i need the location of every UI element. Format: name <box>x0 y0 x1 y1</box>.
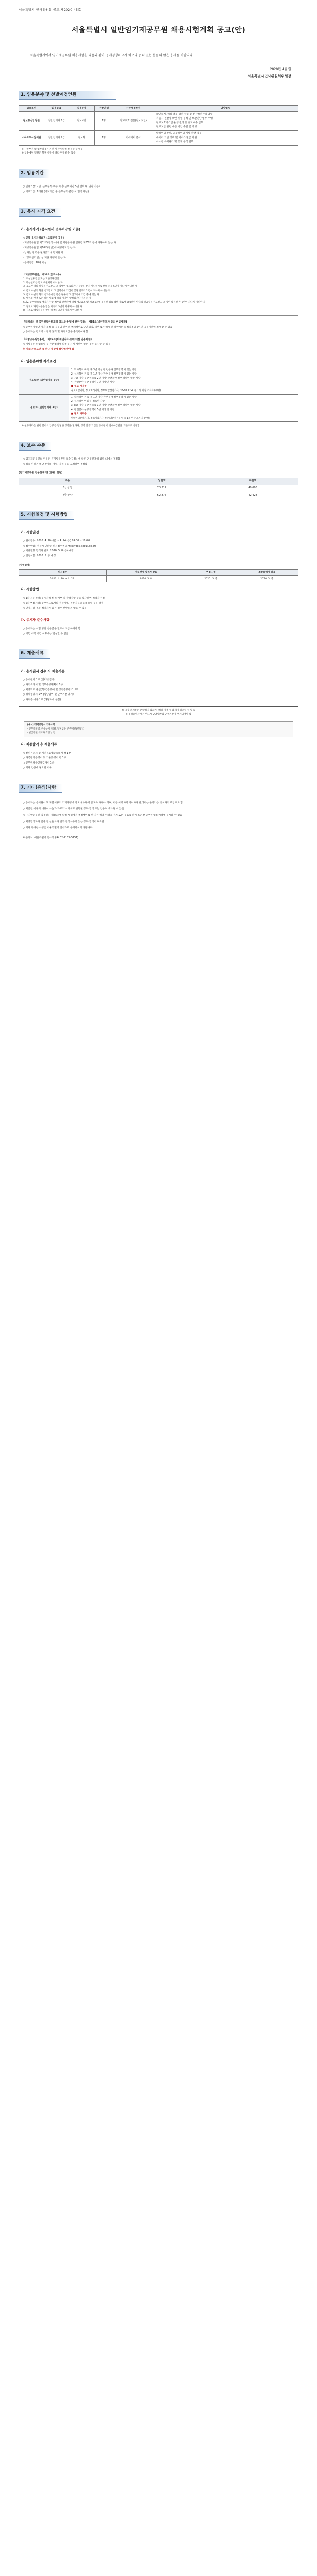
cell: 2020. 5. 중 <box>186 576 236 582</box>
note-line: ○ 공무원이었던 자가 재직 중 직무와 관련된 부패행위로 당연퇴직, 파면 또는 해임된 경우에는 퇴직일부터 5년간 공공기관에 취업할 수 없음 <box>23 326 173 329</box>
col-final: 최종합격자 발표 <box>236 570 298 576</box>
list-item: ○ 공무원채용신체검사서 1부 <box>23 761 55 765</box>
cell: 6급 상당 <box>19 485 116 492</box>
issuing-agency: 서울특별시인사위원회위원장 <box>247 74 291 79</box>
list-item: ○ 기타 자세한 사항은 서울특별시 인사과로 문의하시기 바랍니다. <box>23 826 93 829</box>
term-list <box>19 183 298 196</box>
note-line: 6. 법원의 판결 또는 다른 법률에 따라 자격이 상실되거나 정지된 자 <box>23 297 91 300</box>
col-grade: 임용등급 <box>44 105 69 111</box>
list-item: ○ 자격증 사본 1부 (해당자에 한함) <box>23 698 61 701</box>
list-item: - 응시연령: 18세 이상 <box>23 261 47 264</box>
section-heading-notes: 7. 기타(유의)사항 <box>19 784 62 793</box>
exam-method-subheading: 나. 시험방법 <box>21 587 39 592</box>
appointment-restriction-note <box>19 336 298 354</box>
col-count: 선발인원 <box>94 105 114 111</box>
note-title: 「지방공무원법」 제31조(결격사유) <box>23 274 61 277</box>
announcement-page <box>0 0 317 850</box>
list-item: ○ 자기소개서 및 직무수행계획서 1부 <box>23 684 63 687</box>
note-line: ○ 응시자는 반드시 소정의 경력 및 자격요건을 충족하여야 함 <box>23 331 89 334</box>
list-item: ○ 최종 연봉은 해당 분야의 경력, 자격 등을 고려하여 결정함 <box>23 463 88 466</box>
applicant-rules-list <box>19 625 298 638</box>
documents-warning-box <box>19 706 298 720</box>
table-row <box>19 367 298 394</box>
note-line: 8. 징계로 해임처분을 받은 때부터 3년이 지나지 아니한 자 <box>23 309 82 312</box>
row-duties <box>153 112 298 131</box>
document-number: 서울특별시 인사위원회 공고 제2020-45호 <box>19 8 81 12</box>
cond-body <box>69 367 298 394</box>
exam-method-list <box>19 595 298 613</box>
list-item: ○ 응시자는 응시원서 및 제출서류의 기재사항에 착오나 누락이 없도록 하여야 하며, 이를 이행하지 아니하여 발생하는 불이익은 응시자의 책임으로 함 <box>23 802 183 805</box>
note-line: 5. 금고 이상의 형의 선고유예를 받은 경우에 그 선고유예 기간 중에 있는 자 <box>23 293 99 296</box>
duty-line: · 보안체계, 해킹 대응 방안 수립 및 전산보안관리 업무 <box>154 113 213 116</box>
note-title: 「부패방지 및 국민권익위원회의 설치와 운영에 관한 법률」 제82조(비위면직자 등의 취업제한) <box>23 320 127 324</box>
list-item: ○ 임용기간: 2년 (근무실적 우수 시 총 근무기간 5년 범위 내 연장 가능) <box>23 185 100 189</box>
col-doc-result: 서류전형 합격자 발표 <box>106 570 186 576</box>
note-line: 1. 피성년후견인 또는 피한정후견인 <box>23 278 59 281</box>
cell: 7급 상당 <box>19 492 116 499</box>
note-title: 「지방공무원임용령」 제65조(비위면직자 등에 대한 임용제한) <box>23 338 92 341</box>
footnote-line: ※ 근무부서 및 업무내용은 기관 사정에 따라 변경될 수 있음 <box>22 148 83 151</box>
col-place: 근무예정부서 <box>114 105 153 111</box>
announcement-date: 2020년 4월 일 <box>270 67 291 71</box>
row-dept: 정보통신담당관 <box>19 112 44 131</box>
note-line: 4. 금고 이상의 형을 선고받고 그 집행유예 기간이 끝난 날부터 2년이 지나지 아니한 자 <box>23 290 111 293</box>
row-field: 정보화 <box>69 130 94 145</box>
note-line: 2. 파산선고를 받고 복권되지 아니한 자 <box>23 281 63 284</box>
list-item: ○ 원서접수: 2020. 4. 20.(월) ~ 4. 24.(금) 09:00 ~ 18:00 <box>23 540 90 543</box>
list-item: ○ 시험 시작 시간 이후에는 입실할 수 없음 <box>23 632 69 635</box>
final-documents-subheading: 나. 최종합격 후 제출서류 <box>21 742 57 747</box>
list-item: ○ 가족관계증명서 및 기본증명서 각 1부 <box>23 757 66 760</box>
cond-line: 1. 학사학위 취득 후 1년 이상 관련분야 실무경력이 있는 사람 <box>71 396 137 399</box>
list-item: ○ 「지방공무원 임용령」 제65조에 따라 시험에서 부정행위를 한 자는 해당 시험을 정지 또는 무효로 하며, 5년간 공무원 임용시험에 응시할 수 없음 <box>23 814 182 817</box>
duty-line: · 데이터 기반 정책 및 서비스 발굴 지원 <box>154 136 197 139</box>
salary-table-caption: [임기제공무원 연봉한계액] (단위: 천원) <box>19 472 63 475</box>
qual-heading: ■ 필요 자격증 <box>71 413 87 416</box>
cond-line: 4. 관련분야 실무경력이 5년 이상인 사람 <box>71 409 115 412</box>
section-heading-term: 2. 임용기간 <box>19 169 50 178</box>
cell: 62,876 <box>116 492 207 499</box>
documents-example-box <box>24 721 293 737</box>
schedule-header-row <box>19 570 298 576</box>
row-place: 정보보호 전문(정보보안) <box>114 112 153 131</box>
page-title: 서울특별시 일반임기제공무원 채용시험계획 공고(안) <box>28 20 289 42</box>
warning-line: ※ 제출된 서류는 반환하지 않으며, 허위 기재 시 합격이 취소될 수 있음 <box>122 709 195 712</box>
list-item: - 「공직선거법」상 제한 사항이 없는 자 <box>23 257 66 260</box>
list-item: ○ 응시자는 시험 당일 신분증을 반드시 지참하여야 함 <box>23 628 81 631</box>
duty-line: · 빅데이터 분석, 공공데이터 개방 관련 업무 <box>154 132 202 135</box>
field-qualifications-table <box>19 367 298 422</box>
positions-table <box>19 105 298 146</box>
applicant-rules-subheading: 다. 응시자 준수사항 <box>21 618 50 622</box>
salary-table <box>19 478 298 499</box>
positions-footnote <box>22 148 295 156</box>
warning-line: ※ 경력증명서에는 반드시 담당업무와 근무기간이 명시되어야 함 <box>126 713 191 716</box>
table-row <box>19 394 298 421</box>
list-item: ○ 공통 응시자격요건 (모집분야 공통) <box>23 236 64 240</box>
list-item: ○ 면접시험 결과 적격자가 없는 경우 선발하지 않을 수 있음 <box>23 607 87 610</box>
list-item: ○ 시보기간: 6개월 (시보기간 중 근무성적 불량 시 면직 가능) <box>23 191 89 193</box>
table-row <box>19 492 298 499</box>
list-item: ○ 제출된 서류의 내용이 사실과 다르거나 허위로 판명될 경우 합격 또는 임용이 취소될 수 있음 <box>23 808 124 811</box>
schedule-table-caption: [시험일정] <box>19 564 30 567</box>
list-item: ○ 기타 임용에 필요한 서류 <box>23 767 52 770</box>
table-row <box>19 576 298 582</box>
qualifications-subheading: 가. 응시자격 (응시원서 접수마감일 기준) <box>21 227 80 231</box>
col-type: 구분 <box>19 478 116 485</box>
documents-list <box>19 676 298 704</box>
section-heading-positions: 1. 임용분야 및 선발예정인원 <box>19 91 116 100</box>
list-item: ○ 2차 면접시험: 공무원으로서의 정신자세, 전문지식과 응용능력 등을 평정 <box>23 602 103 605</box>
col-duties: 담당업무 <box>153 105 298 111</box>
qual-heading: ■ 필요 자격증 <box>71 385 87 388</box>
section-heading-schedule: 5. 시험일정 및 시험방법 <box>19 511 74 520</box>
example-line: - 발급기관 대표자 직인 날인 <box>27 732 55 735</box>
common-qualifications <box>19 235 298 267</box>
final-documents-list <box>19 750 298 773</box>
documents-subheading: 가. 응시원서 접수 시 제출서류 <box>21 669 65 673</box>
list-item: ○ 접수방법: 서울시 인터넷 원서접수센터(http://gosi.seoul.go.kr) <box>23 545 96 548</box>
list-item: ○ 임기제공무원의 연봉은 「지방공무원 보수규정」에 따른 연봉한계액 범위 내에서 결정함 <box>23 458 120 461</box>
qualifications-footnote: ※ 실무경력은 관련 분야의 업무를 담당한 경력을 말하며, 경력 인정 기간은 응시원서 접수마감일을 기준으로 산정함 <box>22 425 140 428</box>
cond-body <box>69 394 298 421</box>
list-item: - 남자는 병역을 필하였거나 면제된 자 <box>23 251 63 255</box>
cond-line: 1. 학사학위 취득 후 3년 이상 관련분야 실무경력이 있는 사람 <box>71 368 137 371</box>
row-field: 정보보안 <box>69 112 94 131</box>
row-grade: 일반임기제 6급 <box>44 112 69 131</box>
schedule-list <box>19 538 298 561</box>
table-row <box>19 130 298 145</box>
example-line: [예시] 경력증명서 기재사항 <box>27 724 55 727</box>
cell: 2020. 4. 20. ~ 4. 24. <box>19 576 107 582</box>
cell: 42,428 <box>207 492 298 499</box>
row-count: 1명 <box>94 112 114 131</box>
note-line: 3. 금고 이상의 실형을 선고받고 그 집행이 종료되거나 집행을 받지 아니하기로 확정된 후 5년이 지나지 아니한 자 <box>23 285 137 289</box>
note-line: 6의2. 공무원으로 재직기간 중 직무와 관련하여 형법 제355조 및 제356조에 규정된 죄를 범한 자로서 300만원 이상의 벌금형을 선고받고 그 형이 확정된 후 2년이 지나지 아니한 자 <box>23 301 206 304</box>
cond-line: 3. 7급 이상 공무원으로 2년 이상 관련분야 실무경력이 있는 사람 <box>71 377 141 380</box>
col-upper: 상한액 <box>116 478 207 485</box>
list-item: ○ 면접시험: 2020. 5. 중 예정 <box>23 555 56 558</box>
anticorruption-note <box>19 319 298 336</box>
list-item: ○ 신원진술서 및 개인정보제공동의서 각 1부 <box>23 752 71 755</box>
duty-line: · 서울시 전산망 보안 위협 분석 및 보안진단 업무 수행 <box>154 117 213 121</box>
note-line: 7. 징계로 파면처분을 받은 때부터 5년이 지나지 아니한 자 <box>23 305 82 308</box>
example-line: - 근무기관명, 근무부서, 직위, 담당업무, 근무기간(년월일) <box>27 727 84 731</box>
section-heading-qualifications: 3. 응시 자격 요건 <box>19 208 61 217</box>
notes-list <box>19 798 298 833</box>
list-item: ○ 최종학교 졸업(학위)증명서 및 성적증명서 각 1부 <box>23 688 79 691</box>
cond-line: 4. 관련분야 실무경력이 7년 이상인 사람 <box>71 381 115 384</box>
row-place: 빅데이터 분석 <box>114 130 153 145</box>
list-item: ○ 경력증명서 1부 (담당업무 및 근무기간 명시) <box>23 693 74 697</box>
table-row <box>19 485 298 492</box>
row-count: 1명 <box>94 130 114 145</box>
disqualification-box <box>19 270 298 315</box>
col-apply: 원서접수 <box>19 570 107 576</box>
cond-line: 3. 8급 이상 공무원으로 1년 이상 관련분야 실무경력이 있는 사람 <box>71 404 141 408</box>
salary-notes <box>19 456 298 468</box>
row-grade: 일반임기제 7급 <box>44 130 69 145</box>
qual-line: 빅데이터분석기사, 정보처리기사, 데이터분석전문가 중 1개 이상 소지자 (우대) <box>71 417 150 420</box>
duty-line: · 정보보호시스템 운영 관리 및 유지보수 업무 <box>154 122 203 125</box>
cond-label: 정보화 (일반임기제 7급) <box>19 394 69 421</box>
footnote-line: ※ 임용예정 인원은 향후 사정에 따라 변경될 수 있음 <box>22 152 76 155</box>
cell: 2020. 5. 8. <box>106 576 186 582</box>
list-item: ○ 1차 서류전형: 응시자격 적격 여부 및 경력사항 등을 심사하여 적격자 선정 <box>23 597 105 600</box>
positions-header-row <box>19 105 298 111</box>
cell: 73,312 <box>116 485 207 492</box>
cond-label: 정보보안 (일반임기제 6급) <box>19 367 69 394</box>
section-heading-salary: 4. 보수 수준 <box>19 442 51 451</box>
list-item: ○ 서류전형 합격자 발표: 2020. 5. 8.(금) 예정 <box>23 550 74 553</box>
col-field: 임용분야 <box>69 105 94 111</box>
duty-line: · 시스템 유지관리 및 통계 분석 업무 <box>154 140 194 143</box>
qual-line: 정보보안기사, 정보처리기사, 정보보안산업기사, CISSP, CISA 중 1개 이상 소지자 (우대) <box>71 389 161 393</box>
intro-text: 서울특별시에서 임기제공무원 채용시험을 다음과 같이 공개경쟁하고자 하오니 능력 있는 분들의 많은 응시를 바랍니다. <box>30 53 194 57</box>
col-lower: 하한액 <box>207 478 298 485</box>
list-item: - 지방공무원법 제31조(결격사유) 및 지방공무원 임용령 제65조 등에 해당하지 않는 자 <box>23 242 116 245</box>
salary-header-row <box>19 478 298 485</box>
note-line: ※ 아래 자격요건 중 하나 이상에 해당하여야 함 <box>23 348 74 351</box>
schedule-subheading: 가. 시험일정 <box>21 530 39 535</box>
cond-line: 2. 석사학위 이상을 취득한 사람 <box>71 400 105 403</box>
list-item: ○ 응시원서 1부 (인터넷 접수) <box>23 679 56 682</box>
note-line: ○ 지방공무원 임용령 등 관련법령에 따라 응시에 제한이 있는 경우 응시할 수 없음 <box>23 343 111 346</box>
cell: 49,606 <box>207 485 298 492</box>
list-item: - 지방공무원법 제66조(정년)에 해당하지 않는 자 <box>23 246 76 249</box>
cell: 2020. 5. 중 <box>236 576 298 582</box>
list-item: ○ 최종합격자가 임용 전 신원조사 결과 결격사유가 있는 경우 합격이 취소됨 <box>23 820 104 823</box>
table-row <box>19 112 298 131</box>
row-dept: 스마트도시정책관 <box>19 130 44 145</box>
section-heading-documents: 6. 제출서류 <box>19 649 50 658</box>
row-duties <box>153 130 298 145</box>
duty-line: · 정보보안 관련 대응 방안 수립 및 시행 <box>154 125 197 128</box>
col-interview: 면접시험 <box>186 570 236 576</box>
field-qualifications-subheading: 나. 임용분야별 자격요건 <box>21 359 56 363</box>
col-dept: 임용부서 <box>19 105 44 111</box>
cond-line: 2. 석사학위 취득 후 1년 이상 관련분야 실무경력이 있는 사람 <box>71 372 137 376</box>
contact-info: ※ 문의처: 서울특별시 인사과 (☎ 02-2133-5751) <box>23 836 78 839</box>
schedule-table <box>19 569 298 582</box>
